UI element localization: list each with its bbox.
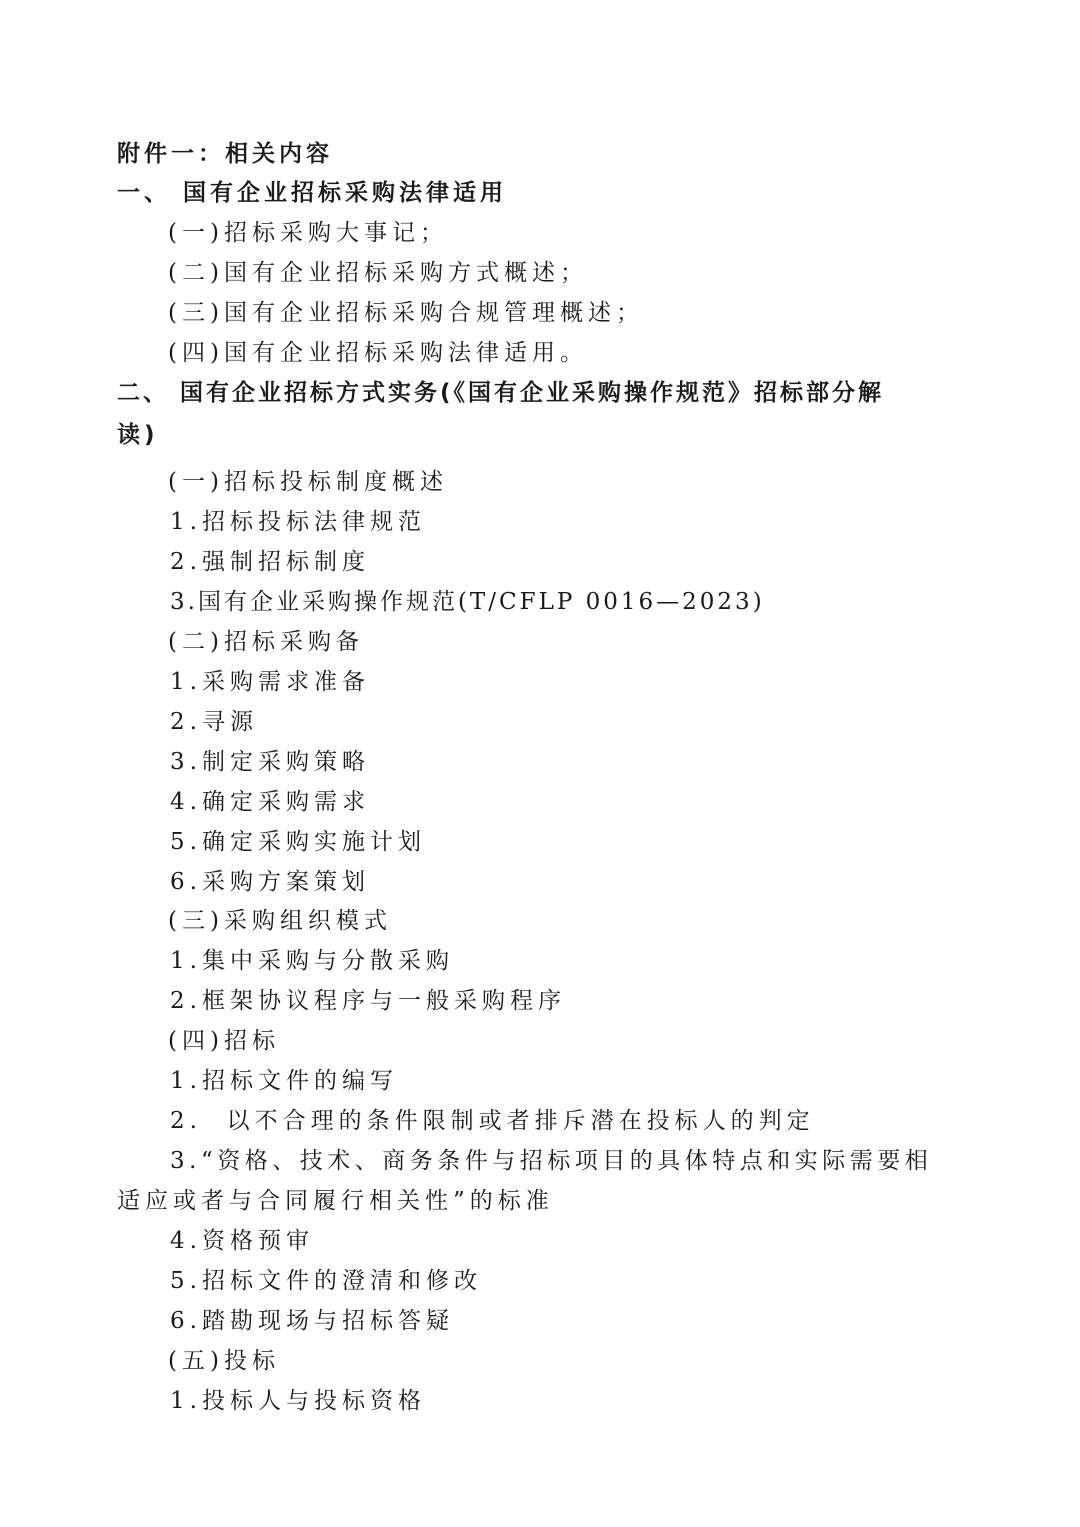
list-item: 3.国有企业采购操作规范(T/CFLP 0016—2023) [170,589,765,615]
list-item: 5.确定采购实施计划 [170,829,426,855]
section-1-item: (一)招标采购大事记； [168,220,448,246]
attachment-title: 附件一：相关内容 [117,141,333,167]
subsection-title: (四)招标 [168,1028,280,1054]
section-2-heading-line-2: 读) [117,422,159,448]
subsection-title: (五)投标 [168,1348,280,1374]
list-item: 3.“资格、技术、商务条件与招标项目的具体特点和实际需要相 [170,1148,933,1174]
section-1-item: (二)国有企业招标采购方式概述； [168,260,588,286]
list-item: 1.采购需求准备 [170,669,370,695]
list-item: 1.招标投标法律规范 [170,509,426,535]
list-item: 4.资格预审 [170,1228,314,1254]
section-1-item: (三)国有企业招标采购合规管理概述； [168,300,644,326]
list-item: 2.强制招标制度 [170,549,370,575]
list-item: 1.投标人与投标资格 [170,1388,426,1414]
list-item: 6.踏勘现场与招标答疑 [170,1308,454,1334]
list-item: 2.框架协议程序与一般采购程序 [170,988,566,1014]
list-item: 1.集中采购与分散采购 [170,948,454,974]
subsection-title: (一)招标投标制度概述 [168,469,448,495]
list-item: 2.寻源 [170,709,258,735]
list-item: 6.采购方案策划 [170,869,370,895]
subsection-title: (二)招标采购备 [168,629,364,655]
list-item: 2. 以不合理的条件限制或者排斥潜在投标人的判定 [170,1108,815,1134]
section-1-item: (四)国有企业招标采购法律适用。 [168,340,588,366]
list-item-continuation: 适应或者与合同履行相关性”的标准 [117,1188,554,1214]
list-item: 1.招标文件的编写 [170,1068,398,1094]
section-1-heading: 一、 国有企业招标采购法律适用 [117,180,508,206]
section-2-heading-line-1: 二、 国有企业招标方式实务(《国有企业采购操作规范》招标部分解 [117,380,885,406]
list-item: 4.确定采购需求 [170,789,370,815]
list-item: 5.招标文件的澄清和修改 [170,1268,482,1294]
subsection-title: (三)采购组织模式 [168,908,392,934]
list-item: 3.制定采购策略 [170,749,370,775]
